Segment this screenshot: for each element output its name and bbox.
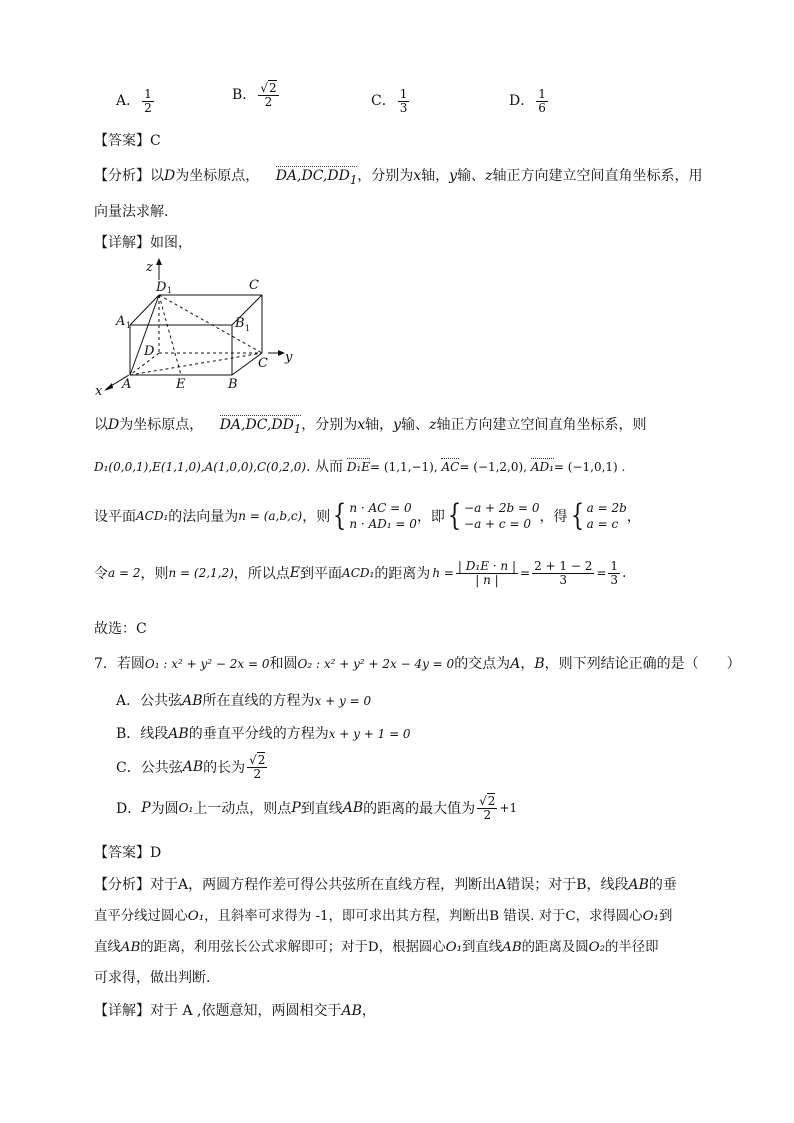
text: ，且斜率可求得为 -1，即可求出其方程，判断出B 错误. 对于C，求得圆心 [204,909,643,924]
math-var: y [393,417,402,433]
option-a [116,88,156,114]
text: 输、 [457,168,486,184]
text: 的垂 [648,877,677,893]
radicand: 2 [257,753,266,767]
numerator: 2 + 1 − 2 [534,559,593,573]
math-var: AB [120,940,141,955]
math-var: AB [182,759,204,776]
label-a: A [122,377,132,392]
option-c [371,88,411,114]
brace: { [333,498,347,533]
math-var: z [485,168,493,184]
denominator: 3 [559,572,568,587]
label-a1-sub: 1 [126,321,132,330]
text: ， [361,1003,376,1019]
label-y: y [285,350,293,365]
math-var: AB [502,940,522,955]
text: . [622,565,627,582]
math: n = (2,1,2) [168,566,234,581]
text: 对于A，两圆方程作差可得公共弦所在直线方程，判断出A错误；对于B，线段 [150,877,629,893]
numerator: √2 [479,794,496,808]
radicand: 2 [487,794,496,808]
text: ，所以点 [233,566,290,583]
math-var: AB [168,726,189,742]
q7-stem [94,653,741,673]
line-d1e [159,295,181,375]
answer-tag: 【答案】 [94,133,150,149]
text: ，则下列结论正确的是（ ） [544,656,741,672]
text: 的距离及圆 [521,940,589,955]
text: 的距离为 [374,566,431,583]
text: 以 [150,168,164,184]
answer-value: C [150,133,161,149]
text: B．线段 [116,726,169,742]
text: 输、 [401,417,430,433]
brace: { [447,498,462,533]
text: 的距离，利用弦长公式求解即可；对于D，根据圆心 [140,940,446,955]
denominator: 2 [144,100,152,115]
eq: a = c [586,517,619,531]
q7-option-a [116,690,371,710]
option-a-label: A． [116,93,141,110]
denominator: 3 [399,100,408,115]
denominator: 2 [264,94,273,109]
q7-answer [94,842,161,862]
vector-list [220,417,302,436]
text: 轴， [421,168,450,184]
math: a = 2 [108,566,141,581]
math-var: P [141,800,151,817]
q6-setup-line [94,414,646,436]
fraction [398,88,410,114]
label-c1: C [249,278,259,293]
option-d [509,88,550,114]
math-var: AB [182,693,203,709]
math-var: AB [342,800,364,817]
detail-tag: 【详解】 [94,1003,150,1019]
math: O₁ [445,940,462,955]
vector-value: = (−1,0,1) . [553,460,626,474]
label-d: D [144,344,155,359]
x-arrow [104,383,113,391]
denominator: 6 [538,100,546,115]
label-b1: B [235,316,245,331]
subscript: 1 [349,172,358,187]
text: 为坐标原点， [119,417,204,433]
q6-conclusion: 故选：C [94,621,147,637]
answer-value: D [150,845,162,861]
fraction [536,88,548,114]
math-var: B [534,656,545,672]
coords: D₁(0,0,1),E(1,1,0),A(1,0,0),C(0,2,0) [94,460,307,474]
q7-option-d [116,795,517,821]
eq: −a + c = 0 [464,517,531,531]
calc-fraction [532,560,594,586]
math-var: x [357,417,366,433]
eq: n · AD₁ = 0 [349,517,417,531]
math: +1 [499,801,518,816]
option-c-label: C． [371,93,396,110]
text: ，则 [302,509,331,525]
text: ，则 [140,566,169,583]
answer-tag: 【答案】 [94,845,150,861]
text: 的交点为 [454,656,511,672]
math-var: AB [628,877,649,893]
circle-o1-eq: O₁ : x² + y² − 2x = 0 [144,657,270,671]
denominator: | n | [475,572,499,587]
eq: n · AC = 0 [349,501,412,515]
label-z: z [146,260,153,275]
q7-analysis-line4: 可求得，做出判断. [94,970,211,986]
math-var: AB [341,1003,362,1019]
q6-answer [94,130,161,150]
math-var: P [291,800,301,817]
vector-ac: AC [441,460,460,474]
edge-d1a1 [130,295,159,325]
text: 和圆 [269,656,298,672]
text: C．公共弦 [116,760,183,777]
text: 对于 A ,依题意知，两圆相交于 [150,1003,342,1019]
q7-analysis-line3 [94,936,659,955]
math: O₁ [642,909,659,924]
y-arrow [278,350,285,356]
circle-o2-eq: O₂ : x² + y² + 2x − 4y = 0 [297,657,455,671]
detail-tag: 【详解】 [94,235,150,251]
numerator: 1 [399,87,408,101]
q7-analysis-line1 [94,874,677,894]
label-d1: D [156,280,167,295]
text: 到直线 [461,940,503,955]
eq: a = 2b [586,501,627,515]
system-2 [464,500,540,532]
text: ，即 [416,509,445,525]
text: ， [520,656,535,672]
eq: −a + 2b = 0 [464,501,540,515]
math-var: x [413,168,422,184]
label-a1: A [116,314,126,329]
label-b1-sub: 1 [245,324,251,333]
numerator: 1 [538,87,546,101]
system-1 [349,500,417,532]
text: 所在直线的方程为 [202,693,315,709]
radicand: 2 [268,81,277,95]
vectors: DA,DC,DD [219,417,294,433]
analysis-tag: 【分析】 [94,877,150,893]
numerator: 1 [610,559,619,573]
q7-option-c [116,754,269,780]
text: 到 [658,909,673,924]
denominator: 2 [483,807,492,822]
text: ，分别为 [301,417,358,433]
math: x + y + 1 = 0 [328,727,411,741]
text: 直线 [94,940,121,955]
math: O₁ [187,909,205,924]
text: 如图， [150,235,192,251]
vector-value: = (1,1,−1), [370,460,438,474]
numerator: | D₁E · n | [457,559,516,573]
text: 7．若圆 [94,656,145,672]
brace: { [570,498,584,533]
option-b [232,82,281,108]
text: ，得 [539,509,568,525]
q6-detail [94,232,192,252]
math: h = [432,566,454,581]
text: 轴正方向建立空间直角坐标系，则 [436,417,647,433]
subscript: 1 [293,421,302,436]
fraction [247,754,267,780]
math: ACD₁ [136,509,169,523]
text: 轴正方向建立空间直角坐标系，用 [492,168,703,184]
q7-option-b [116,723,411,743]
vector-ad1: AD₁ [530,460,554,474]
math: x + y = 0 [314,694,372,708]
denominator: 2 [253,766,262,781]
result-fraction [608,560,620,586]
math-var: E [289,565,301,582]
label-b: B [228,377,238,392]
text: ， [626,509,641,525]
text: 上一动点，则点 [193,801,292,818]
option-b-label: B． [232,87,257,104]
text: 为圆 [150,801,179,818]
text: 以 [94,417,108,433]
numerator: √2 [249,753,266,767]
math: n = (a,b,c) [238,509,303,523]
option-d-label: D． [509,93,535,110]
fraction [258,82,278,108]
vector-d1e: D₁E [346,460,371,474]
math: O₂ [588,940,605,955]
text: 到平面 [300,566,343,583]
system-3 [587,500,627,532]
vectors: DA,DC,DD [275,168,350,184]
z-arrow [156,258,162,265]
label-x: x [95,384,103,399]
text: 轴， [365,417,394,433]
label-c: C [258,356,268,371]
text: A．公共弦 [116,693,183,709]
q7-analysis-line2 [94,905,672,924]
text: 令 [94,566,108,583]
fraction [477,795,497,821]
q6-normal-line [94,500,641,532]
q6-analysis-line1 [94,165,702,187]
text: 的半径即 [604,940,659,955]
analysis-tag: 【分析】 [94,168,150,184]
line-d1a [130,295,159,375]
equals: = [596,566,607,581]
distance-fraction [456,560,518,586]
cuboid-figure [92,255,302,400]
text: 设平面 [94,509,136,525]
math: ACD₁ [342,566,375,581]
label-e: E [176,377,186,392]
q6-distance-line [94,560,627,586]
denominator: 3 [610,572,619,587]
math-var: A [510,656,521,672]
numerator: √2 [260,81,277,95]
label-d1-sub: 1 [167,286,173,295]
text: 的垂直平分线的方程为 [188,726,329,742]
equals: = [520,566,531,581]
vector-list [276,168,358,187]
text: . 从而 [306,459,343,475]
text: D． [116,801,142,818]
math-var: D [108,417,120,433]
math-var: z [429,417,437,433]
text: 到直线 [300,801,343,818]
text: 为坐标原点， [175,168,260,184]
fraction [142,88,154,114]
math-var: D [164,168,176,184]
text: 的距离的最大值为 [363,801,476,818]
q7-detail [94,1000,376,1020]
math: O₁ [178,801,194,816]
numerator: 1 [144,87,152,101]
text: ，分别为 [357,168,414,184]
q6-coords-line [94,456,625,476]
q6-analysis-line2: 向量法求解. [94,204,169,220]
text: 直平分线过圆心 [94,909,188,924]
vector-value: = (−1,2,0), [459,460,527,474]
math-var: y [449,168,458,184]
text: 的法向量为 [168,509,239,525]
text: 的长为 [203,760,246,777]
